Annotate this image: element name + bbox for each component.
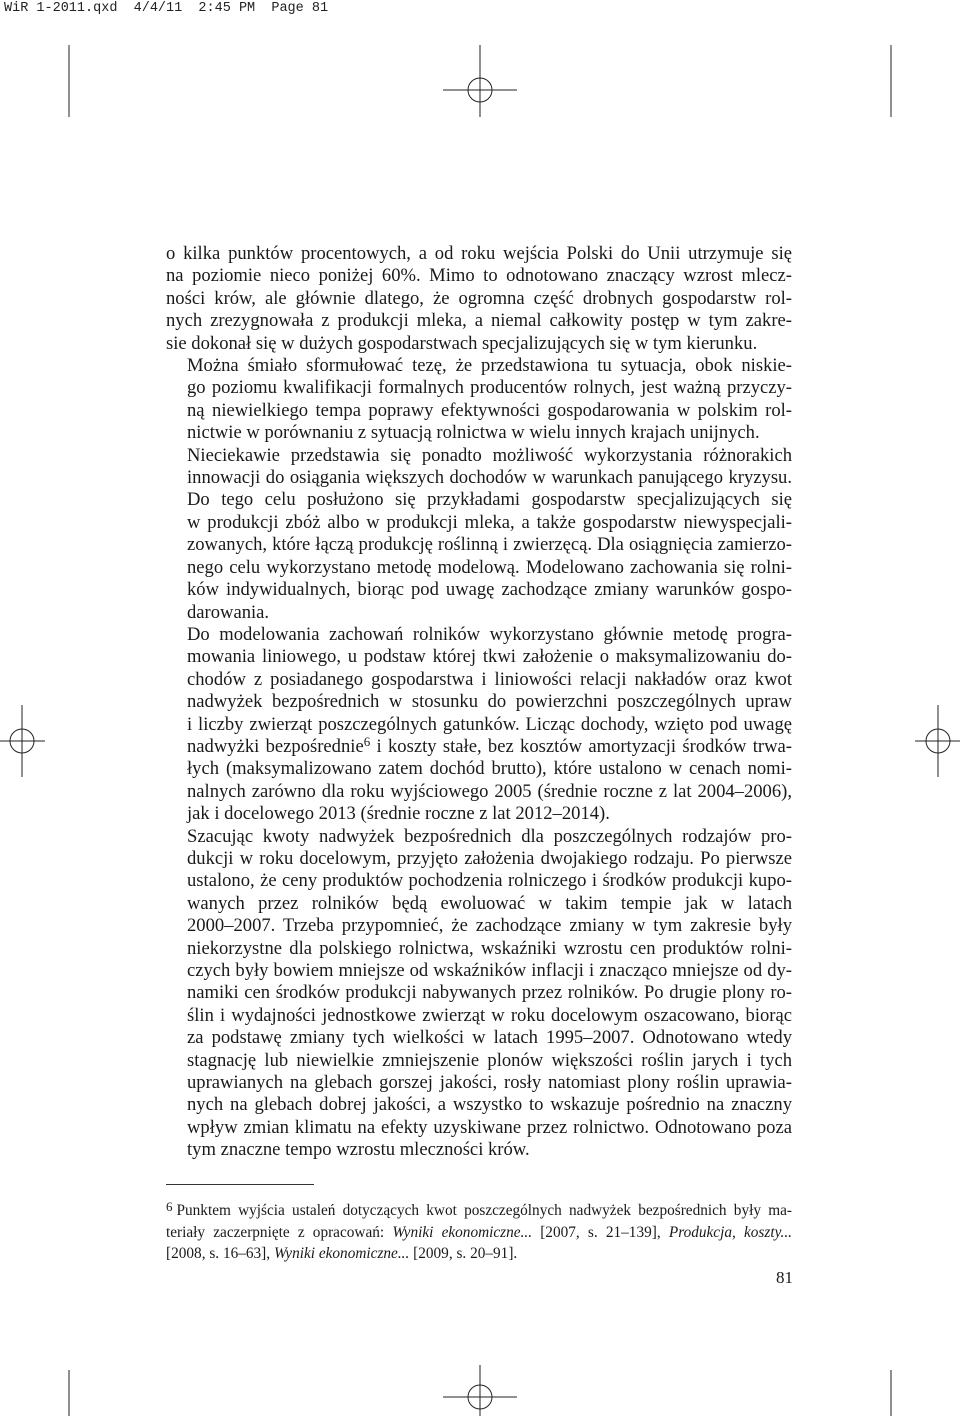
cited-title: Wyniki ekonomiczne... (392, 1223, 533, 1241)
text-line: 2000–2007. Trzeba przypomnieć, że zachodzące zmiany w tym zakresie były (187, 915, 792, 937)
registration-mark-top (443, 45, 517, 117)
text-line: ślin i wydajności jednostkowe zwierząt w roku docelowym oszacowano, biorąc (187, 1004, 792, 1026)
cited-title: Wyniki ekonomiczne... (273, 1245, 410, 1262)
text-line: nictwie w porównaniu z sytuacją rolnictwa w wielu innych krajach unijnych. (187, 422, 760, 444)
text-line: tym znaczne tempo wzrostu mleczności krów. (187, 1139, 530, 1161)
text-line: namiki cen środków produkcji nabywanych przez rolników. Po drugie plony ro- (187, 982, 792, 1004)
text-line: o kilka punktów procentowych, a od roku wejścia Polski do Unii utrzymuje się (166, 243, 792, 264)
text-run: i koszty stałe, bez kosztów amortyzacji środków trwa- (370, 735, 792, 757)
text-line: nalnych zarówno dla roku wyjściowego 2005 (średnie roczne z lat 2004–2006), (187, 780, 792, 802)
text-run: [2007, s. 21–139], (532, 1223, 669, 1241)
text-line: nych zrezygnowała z produkcji mleka, a niemal całkowity postęp w tym zakre- (166, 310, 792, 332)
paragraph (166, 355, 792, 445)
print-slug: WiR 1-2011.qxd 4/4/11 2:45 PM Page 81 (4, 1, 329, 16)
text-line: ną niewielkiego tempa poprawy efektywności gospodarowania w polskim rol- (187, 399, 792, 421)
text-line: ustalono, że ceny produktów pochodzenia rolniczego i środków produkcji kupo- (187, 870, 792, 892)
body-text (166, 243, 792, 1162)
footnote-separator (166, 1184, 314, 1185)
text-line: mowania liniowego, u podstaw której tkwi założenie o maksymalizowaniu do- (187, 646, 792, 668)
text-line: uprawianych na glebach gorszej jakości, rosły natomiast plony roślin uprawia- (187, 1072, 792, 1094)
text-line: jak i docelowego 2013 (średnie roczne z lat 2012–2014). (187, 803, 610, 825)
text-line: nych na glebach dobrej jakości, a wszystko to wskazuje pośrednio na znaczny (187, 1094, 792, 1116)
text-line: łych (maksymalizowano zatem dochód brutto), które ustalono w cenach nomi- (187, 758, 792, 780)
registration-mark-bottom (443, 1365, 517, 1416)
text-line: nadwyżek bezpośrednich w stosunku do powierzchni poszczególnych upraw (187, 691, 792, 713)
text-line: w produkcji zbóż albo w produkcji mleka, a także gospodarstw niewyspecjali- (187, 511, 792, 533)
text-run: nadwyżki bezpośrednie (187, 735, 364, 757)
registration-mark-right (915, 705, 960, 777)
text-line: za podstawę zmiany tych wielkości w latach 1995–2007. Odnotowano wtedy (187, 1027, 792, 1049)
paragraph (166, 445, 792, 624)
paragraph (166, 826, 792, 1162)
text-line: innowacji do osiągania większych dochodów w warunkach panującego kryzysu. (187, 467, 792, 489)
text-line: sie dokonał się w dużych gospodarstwach specjalizujących się w tym kierunku. (166, 332, 758, 354)
text-line: nego celu wykorzystano metodę modelową. Modelowano zachowania się rolni- (187, 556, 792, 578)
registration-mark-left (0, 705, 45, 777)
cited-title: Produkcja, koszty... (668, 1223, 793, 1241)
footnote-line (166, 1243, 792, 1265)
text-line: go poziomu kwalifikacji formalnych producentów rolnych, jest ważną przyczy- (187, 377, 792, 399)
text-line (166, 733, 792, 758)
text-line: Nieciekawie przedstawia się ponadto możliwość wykorzystania różnorakich (187, 444, 792, 466)
footnote-marker: 6 (166, 1199, 173, 1214)
footnote (166, 1196, 792, 1265)
footnote-line (166, 1222, 792, 1244)
text-line: stagnację lub niewielkie zmniejszenie plonów większości roślin jarych i tych (187, 1049, 792, 1071)
text-line: niekorzystne dla polskiego rolnictwa, wskaźniki wzrostu cen produktów rolni- (187, 937, 792, 959)
text-line: czych były bowiem mniejsze od wskaźników inflacji i znacząco mniejsze od dy- (187, 960, 792, 981)
text-line: darowania. (187, 601, 270, 623)
text-run: [2008, s. 16–63], (166, 1245, 274, 1262)
text-run: teriały zaczerpnięte z opracowań: (166, 1223, 393, 1241)
footnote-line (166, 1196, 792, 1222)
text-line: zowanych, które łączą produkcję roślinną i zwierzęcą. Dla osiągnięcia zamierzo- (187, 534, 792, 556)
text-line: wanych przez rolników będą ewoluować w takim tempie jak w latach (187, 892, 792, 914)
text-line: Można śmiało sformułować tezę, że przedstawiona tu sytuacja, obok niskie- (187, 355, 792, 377)
text-line: ków indywidualnych, biorąc pod uwagę zachodzące zmiany warunków gospo- (187, 579, 792, 601)
text-run: [2009, s. 20–91]. (409, 1245, 518, 1262)
page-number: 81 (776, 1268, 793, 1287)
text-line: chodów z posiadanego gospodarstwa i liniowości relacji nakładów oraz kwot (187, 668, 792, 690)
text-line: ności krów, ale głównie dlatego, że ogromna część drobnych gospodarstw rol- (166, 287, 792, 309)
text-line: Szacując kwoty nadwyżek bezpośrednich dla poszczególnych rodzajów pro- (187, 825, 792, 847)
paragraph (166, 624, 792, 826)
text-line: wpływ zmian klimatu na efekty uzyskiwane przez rolnictwo. Odnotowano poza (187, 1116, 792, 1138)
text-line: dukcji w roku docelowym, przyjęto założenia dwojakiego rodzaju. Po pierwsze (187, 847, 792, 869)
text-line: na poziomie nieco poniżej 60%. Mimo to odnotowano znaczący wzrost mlecz- (166, 265, 792, 287)
text-line: Do tego celu posłużono się przykładami gospodarstw specjalizujących się (187, 489, 792, 511)
footnote-reference[interactable]: 6 (363, 733, 371, 749)
text-run: Punktem wyjścia ustaleń dotyczących kwot poszczególnych nadwyżek bezpośrednich były ma- (176, 1202, 792, 1219)
text-line: i liczby zwierząt poszczególnych gatunków. Licząc dochody, wzięto pod uwagę (187, 713, 792, 735)
paragraph (166, 243, 792, 355)
text-line: Do modelowania zachowań rolników wykorzystano głównie metodę progra- (187, 623, 792, 645)
